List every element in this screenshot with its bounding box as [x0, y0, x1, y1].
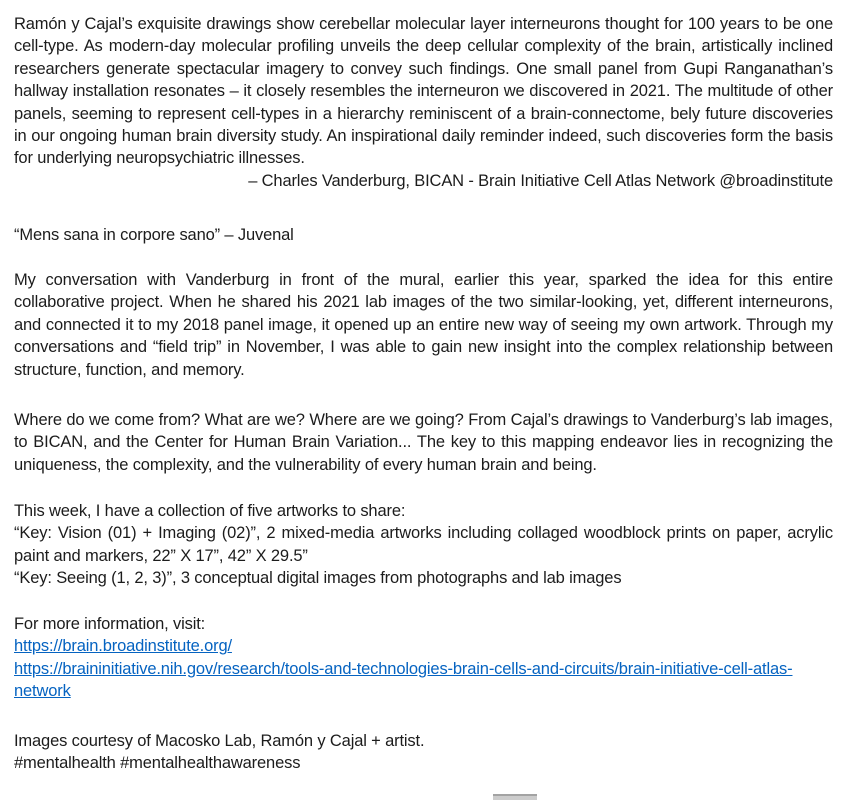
epigraph-quote: “Mens sana in corpore sano” – Juvenal [14, 226, 294, 244]
credits-line: Images courtesy of Macosko Lab, Ramón y Cajal + artist. [14, 732, 425, 750]
conversation-section [14, 269, 833, 381]
journey-paragraph: Where do we come from? What are we? Where are we going? From Cajal’s drawings to Vanderburg’s lab images, to BICAN, and the Center for Human Brain Variation... The key to this mapping endeavor lies in recognizing the uniqueness, the complexity, and the vulnerability of every human brain and being. [14, 411, 833, 474]
collection-section [14, 500, 833, 590]
conversation-paragraph: My conversation with Vanderburg in front of the mural, earlier this year, sparked the idea for this entire collaborative project. When he shared his 2021 lab images of the two similar-looking, yet, different interneurons, and connected it to my 2018 panel image, it opened up an entire new way of seeing my own artwork. Through my conversations and “field trip” in November, I was able to gain new insight into the complex relationship between structure, function, and memory. [14, 271, 833, 379]
artwork-list-item: “Key: Vision (01) + Imaging (02)”, 2 mixed-media artworks including collaged woodblock prints on paper, acrylic paint and markers, 22” X 17”, 42” X 29.5” [14, 524, 833, 565]
link-brain-broadinstitute[interactable]: https://brain.broadinstitute.org/ [14, 637, 232, 656]
link-brain-initiative-nih[interactable]: https://braininitiative.nih.gov/research/tools-and-technologies-brain-cells-and-circuits/brain-initiative-cell-atlas-network [14, 659, 793, 701]
more-info-label: For more information, visit: [14, 615, 206, 633]
journey-section [14, 409, 833, 476]
partial-gray-element [493, 794, 537, 800]
hashtags-line: #mentalhealth #mentalhealthawareness [14, 754, 301, 773]
intro-paragraph: Ramón y Cajal’s exquisite drawings show cerebellar molecular layer interneurons thought for 100 years to be one cell-type. As modern-day molecular profiling unveils the deep cellular complexity of the brain, artistically inclined researchers generate spectacular imagery to convey such findings. One small panel from Gupi Ranganathan’s hallway installation resonates – it closely resembles the interneuron we discovered in 2021. The multitude of other panels, seeming to represent cell-types in a hierarchy reminiscent of a brain-connectome, bely future discoveries in our ongoing human brain diversity study. An inspirational daily reminder indeed, such discoveries form the basis for underlying neuropsychiatric illnesses. [14, 15, 833, 168]
intro-section [14, 13, 833, 192]
attribution-line: – Charles Vanderburg, BICAN - Brain Initiative Cell Atlas Network @broadinstitute [248, 171, 833, 190]
epigraph-section [14, 224, 833, 246]
more-info-section [14, 613, 833, 703]
credits-section [14, 730, 833, 775]
collection-intro: This week, I have a collection of five artworks to share: [14, 502, 406, 520]
artwork-list-item: “Key: Seeing (1, 2, 3)”, 3 conceptual digital images from photographs and lab images [14, 569, 622, 588]
